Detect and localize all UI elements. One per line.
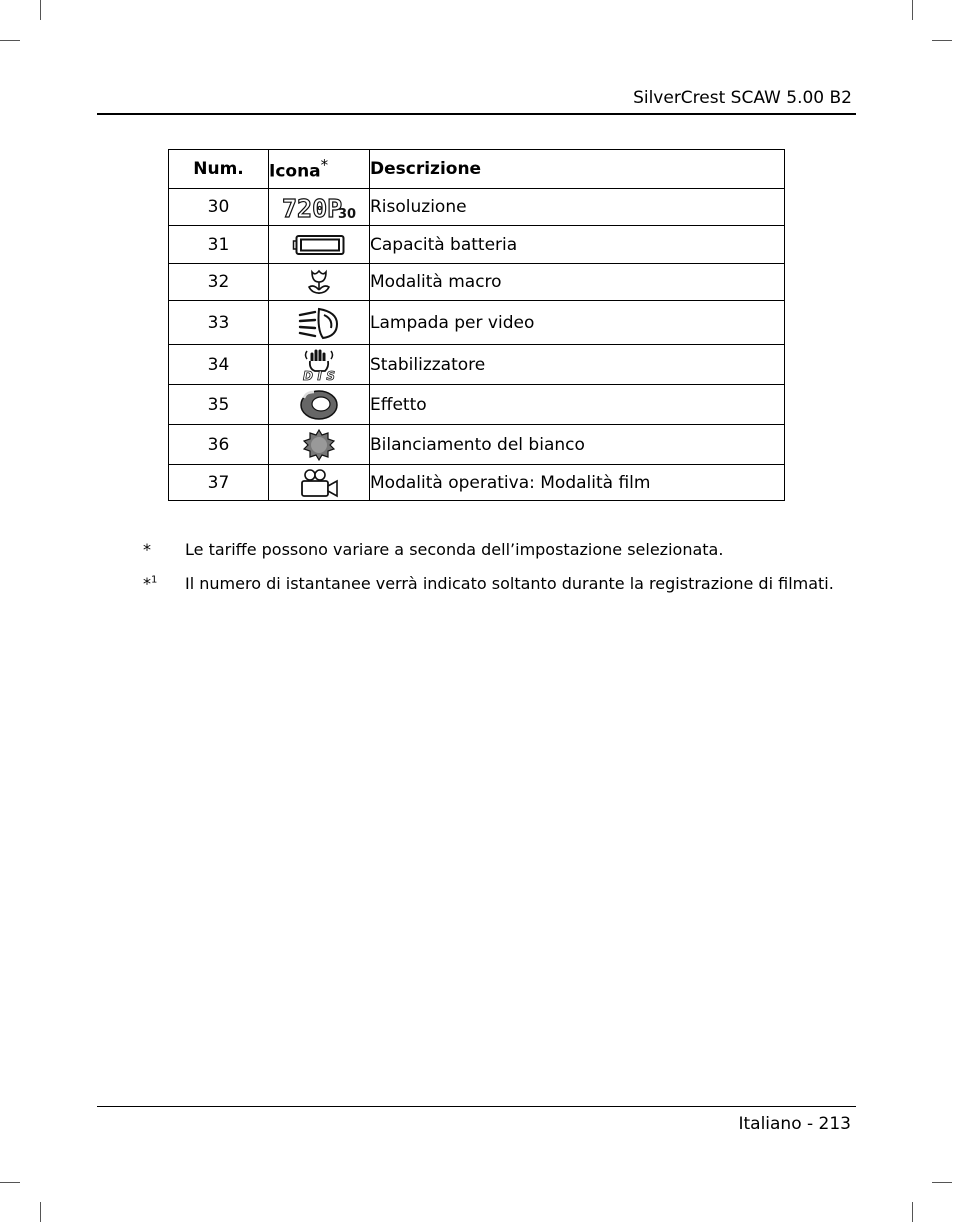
icon-label: DIS xyxy=(303,368,335,383)
crop-mark xyxy=(912,0,913,20)
row-description: Effetto xyxy=(370,385,785,425)
footnote-text: Le tariffe possono variare a seconda dell’impostazione selezionata. xyxy=(185,540,724,559)
crop-mark xyxy=(932,40,952,41)
row-number: 32 xyxy=(169,264,269,301)
table-row xyxy=(169,425,785,465)
icon-label: 720P xyxy=(282,194,343,221)
icon-sublabel: 30 xyxy=(338,207,357,221)
macro-flower-icon xyxy=(269,264,370,301)
row-description: Bilanciamento del bianco xyxy=(370,425,785,465)
crop-mark xyxy=(0,40,20,41)
column-header-icon xyxy=(269,150,370,189)
row-description: Risoluzione xyxy=(370,189,785,226)
column-header-description: Descrizione xyxy=(370,150,785,189)
row-number: 31 xyxy=(169,226,269,264)
footnote-mark: * xyxy=(143,540,151,559)
resolution-720p30-icon xyxy=(269,189,370,226)
column-header-icon-label: Icona xyxy=(269,161,321,182)
row-description: Stabilizzatore xyxy=(370,345,785,385)
battery-icon xyxy=(269,226,370,264)
row-number: 33 xyxy=(169,301,269,345)
table-row xyxy=(169,301,785,345)
column-header-icon-marker: * xyxy=(320,156,329,175)
row-number: 35 xyxy=(169,385,269,425)
footnote-mark: *$^1$ xyxy=(143,574,158,593)
table-row xyxy=(169,465,785,501)
row-description: Capacità batteria xyxy=(370,226,785,264)
header-product: SilverCrest SCAW 5.00 B2 xyxy=(633,88,852,108)
row-description: Modalità operativa: Modalità film xyxy=(370,465,785,501)
table-row xyxy=(169,264,785,301)
stabilizer-dis-icon xyxy=(269,345,370,385)
icon-table xyxy=(168,149,785,501)
video-lamp-icon xyxy=(269,301,370,345)
row-description: Modalità macro xyxy=(370,264,785,301)
footer-rule xyxy=(97,1106,856,1107)
crop-mark xyxy=(932,1182,952,1183)
row-number: 37 xyxy=(169,465,269,501)
table-row xyxy=(169,226,785,264)
effect-ring-icon xyxy=(269,385,370,425)
table-row xyxy=(169,189,785,226)
row-number: 30 xyxy=(169,189,269,226)
white-balance-icon xyxy=(269,425,370,465)
crop-mark xyxy=(0,1182,20,1183)
table-row xyxy=(169,385,785,425)
table-row xyxy=(169,345,785,385)
header-rule xyxy=(97,113,856,115)
crop-mark xyxy=(40,0,41,20)
row-number: 36 xyxy=(169,425,269,465)
row-description: Lampada per video xyxy=(370,301,785,345)
row-number: 34 xyxy=(169,345,269,385)
table-header-row xyxy=(169,150,785,189)
column-header-num: Num. xyxy=(169,150,269,189)
crop-mark xyxy=(40,1202,41,1222)
footnote-text: Il numero di istantanee verrà indicato soltanto durante la registrazione di filmati. xyxy=(185,574,834,593)
page-number: Italiano - 213 xyxy=(738,1114,851,1134)
crop-mark xyxy=(912,1202,913,1222)
movie-camera-icon xyxy=(269,465,370,501)
